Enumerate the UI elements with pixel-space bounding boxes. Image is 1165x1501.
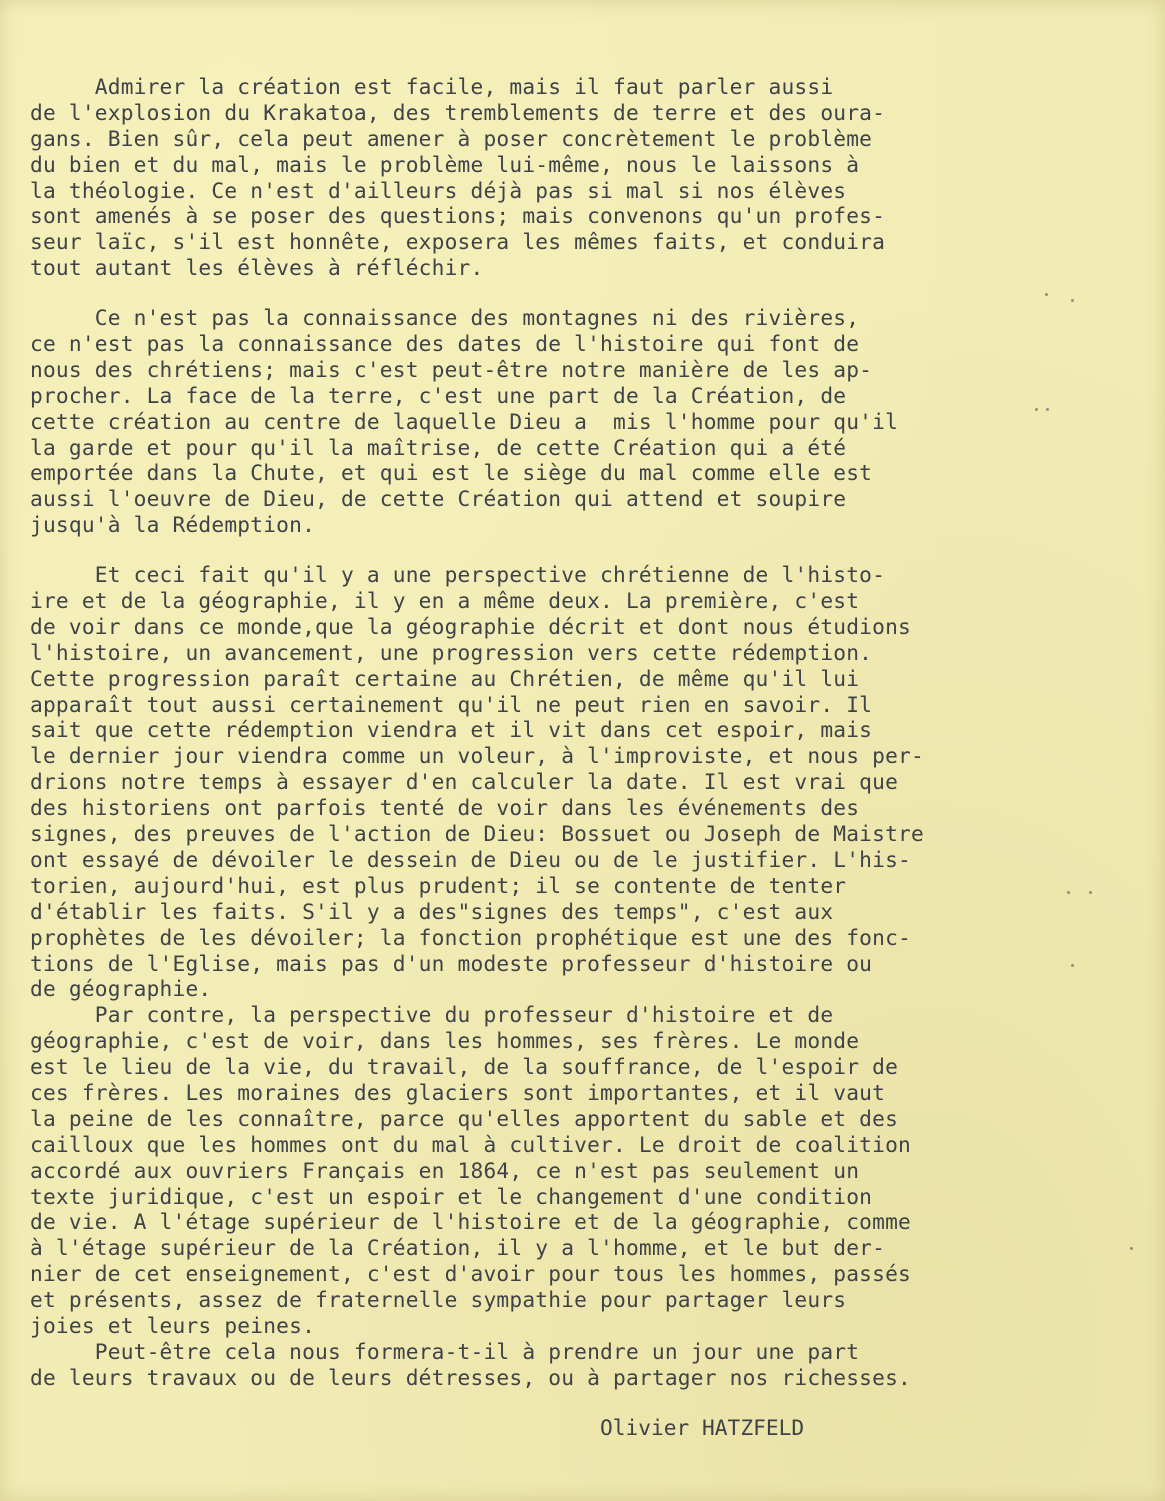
document-body — [30, 74, 1130, 1391]
text-line: la garde et pour qu'il la maîtrise, de cette Création qui a été — [30, 434, 847, 460]
text-line: Par contre, la perspective du professeur d'histoire et de — [30, 1002, 834, 1028]
text-line: ire et de la géographie, il y en a même deux. La première, c'est — [30, 588, 860, 614]
paragraph-4 — [30, 1002, 1130, 1339]
text-line: la théologie. Ce n'est d'ailleurs déjà pas si mal si nos élèves — [30, 177, 847, 203]
text-line: tout autant les élèves à réfléchir. — [30, 255, 484, 281]
text-line: de l'explosion du Krakatoa, des tremblements de terre et des oura- — [30, 99, 886, 125]
text-line: nier de cet enseignement, c'est d'avoir pour tous les hommes, passés — [30, 1261, 912, 1287]
text-line: de voir dans ce monde,que la géographie décrit et dont nous étudions — [30, 613, 912, 639]
paragraph-1 — [30, 74, 1130, 281]
ink-speck — [1130, 1247, 1133, 1250]
text-line: de vie. A l'étage supérieur de l'histoire et de la géographie, comme — [30, 1209, 912, 1235]
text-line: cailloux que les hommes ont du mal à cultiver. Le droit de coalition — [30, 1131, 912, 1157]
text-line: aussi l'oeuvre de Dieu, de cette Création qui attend et soupire — [30, 486, 847, 512]
paragraph-3 — [30, 562, 1130, 1002]
text-line: l'histoire, un avancement, une progression vers cette rédemption. — [30, 639, 873, 665]
paragraph-5 — [30, 1339, 1130, 1391]
text-line: des historiens ont parfois tenté de voir dans les événements des — [30, 795, 860, 821]
text-line: sont amenés à se poser des questions; mais convenons qu'un profes- — [30, 203, 886, 229]
text-line: d'établir les faits. S'il y a des"signes des temps", c'est aux — [30, 898, 834, 924]
text-line: ces frères. Les moraines des glaciers sont importantes, et il vaut — [30, 1079, 886, 1105]
text-line: joies et leurs peines. — [30, 1312, 316, 1338]
text-line: ce n'est pas la connaissance des dates de l'histoire qui font de — [30, 331, 860, 357]
text-line: ont essayé de dévoiler le dessein de Dieu ou de le justifier. L'his- — [30, 846, 912, 872]
text-line: du bien et du mal, mais le problème lui-même, nous le laissons à — [30, 151, 860, 177]
text-line: procher. La face de la terre, c'est une part de la Création, de — [30, 382, 847, 408]
text-line: Et ceci fait qu'il y a une perspective chrétienne de l'histo- — [30, 562, 886, 588]
text-line: tions de l'Eglise, mais pas d'un modeste professeur d'histoire ou — [30, 950, 873, 976]
ink-speck — [1071, 964, 1074, 967]
text-line: accordé aux ouvriers Français en 1864, ce n'est pas seulement un — [30, 1157, 860, 1183]
text-line: seur laïc, s'il est honnête, exposera les mêmes faits, et conduira — [30, 229, 886, 255]
text-line: est le lieu de la vie, du travail, de la souffrance, de l'espoir de — [30, 1054, 899, 1080]
text-line: texte juridique, c'est un espoir et le changement d'une condition — [30, 1183, 873, 1209]
paragraph-spacer — [30, 538, 1130, 562]
text-line: à l'étage supérieur de la Création, il y a l'homme, et le but der- — [30, 1235, 886, 1261]
ink-speck — [1071, 299, 1074, 302]
text-line: nous des chrétiens; mais c'est peut-être notre manière de les ap- — [30, 356, 873, 382]
text-line: gans. Bien sûr, cela peut amener à poser concrètement le problème — [30, 125, 873, 151]
ink-speck — [1045, 293, 1048, 296]
text-line: emportée dans la Chute, et qui est le siège du mal comme elle est — [30, 460, 873, 486]
text-line: torien, aujourd'hui, est plus prudent; il se contente de tenter — [30, 872, 847, 898]
text-line: de leurs travaux ou de leurs détresses, ou à partager nos richesses. — [30, 1364, 912, 1390]
text-line: Admirer la création est facile, mais il faut parler aussi — [30, 74, 834, 99]
ink-speck — [1035, 408, 1038, 411]
text-line: Peut-être cela nous formera-t-il à prendre un jour une part — [30, 1338, 860, 1364]
author-signature: Olivier HATZFELD — [600, 1415, 805, 1440]
text-line: de géographie. — [30, 976, 212, 1002]
text-line: Ce n'est pas la connaissance des montagnes ni des rivières, — [30, 305, 860, 331]
text-line: prophètes de les dévoiler; la fonction prophétique est une des fonc- — [30, 924, 912, 950]
ink-speck — [1089, 891, 1092, 894]
text-line: et présents, assez de fraternelle sympathie pour partager leurs — [30, 1287, 847, 1313]
text-line: Cette progression paraît certaine au Chrétien, de même qu'il lui — [30, 665, 860, 691]
text-line: sait que cette rédemption viendra et il vit dans cet espoir, mais — [30, 717, 873, 743]
text-line: signes, des preuves de l'action de Dieu: Bossuet ou Joseph de Maistre — [30, 821, 924, 847]
paragraph-spacer — [30, 281, 1130, 305]
ink-speck — [1046, 408, 1049, 411]
text-line: jusqu'à la Rédemption. — [30, 512, 316, 538]
text-line: la peine de les connaître, parce qu'elles apportent du sable et des — [30, 1105, 899, 1131]
paragraph-2 — [30, 305, 1130, 538]
text-line: drions notre temps à essayer d'en calculer la date. Il est vrai que — [30, 769, 899, 795]
text-line: apparaît tout aussi certainement qu'il ne peut rien en savoir. Il — [30, 691, 873, 717]
text-line: cette création au centre de laquelle Dieu a mis l'homme pour qu'il — [30, 408, 899, 434]
text-line: géographie, c'est de voir, dans les hommes, ses frères. Le monde — [30, 1028, 860, 1054]
ink-speck — [1067, 891, 1070, 894]
text-line: le dernier jour viendra comme un voleur, à l'improviste, et nous per- — [30, 743, 924, 769]
